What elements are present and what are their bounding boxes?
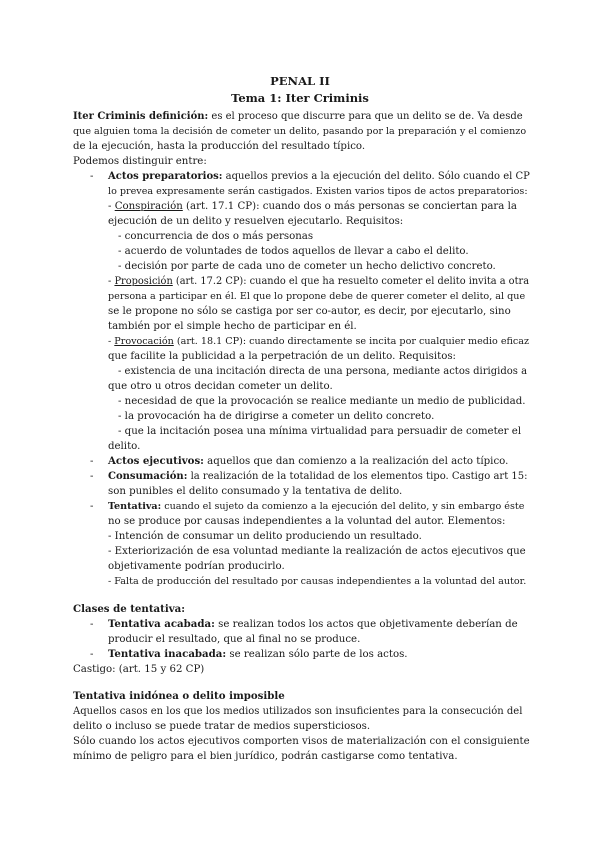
consumacion-line: son punibles el delito consumado y la tentativa de delito. xyxy=(108,486,403,497)
proposicion-line: también por el simple hecho de participar en él. xyxy=(108,321,357,332)
requisito: - que la incitación posea una mínima virtualidad para persuadir de cometer el xyxy=(118,426,522,437)
requisito: - la provocación ha de dirigirse a cometer un delito concreto. xyxy=(118,411,435,422)
proposicion: - Proposición (art. 17.2 CP): cuando el que ha resuelto cometer el delito invita a otra xyxy=(108,276,530,287)
inidonea-line: mínimo de peligro para el bien jurídico, podrán castigarse como tentativa. xyxy=(73,751,458,762)
conspiracion: - Conspiración (art. 17.1 CP): cuando dos o más personas se conciertan para la xyxy=(108,201,517,212)
intro-line: Podemos distinguir entre: xyxy=(73,156,207,167)
requisito: - existencia de una incitación directa de una persona, mediante actos dirigidos a xyxy=(118,366,528,377)
bullet-dash: - xyxy=(90,619,94,630)
intro-line: que alguien toma la decisión de cometer un delito, pasando por la preparación y el comienzo xyxy=(73,126,527,137)
tentativa-inacabada: Tentativa inacabada: se realizan sólo parte de los actos. xyxy=(108,648,408,660)
requisito: - concurrencia de dos o más personas xyxy=(118,231,314,242)
castigo: Castigo: (art. 15 y 62 CP) xyxy=(73,664,205,675)
proposicion-line: persona a participar en él. El que lo propone debe de querer cometer el delito, al que xyxy=(108,291,526,302)
tentativa-elemento: - Falta de producción del resultado por causas independientes a la voluntad del autor. xyxy=(108,576,527,587)
intro-line: de la ejecución, hasta la producción del resultado típico. xyxy=(73,141,366,152)
bullet-dash: - xyxy=(90,456,94,467)
requisito: - acuerdo de voluntades de todos aquellos de llevar a cabo el delito. xyxy=(118,246,469,257)
inidonea-line: Sólo cuando los actos ejecutivos comporten visos de materialización con el consiguiente xyxy=(73,736,530,747)
tentativa-elemento: - Exteriorización de esa voluntad mediante la realización de actos ejecutivos que xyxy=(108,546,526,557)
actos-ejecutivos: Actos ejecutivos: aquellos que dan comienzo a la realización del acto típico. xyxy=(108,455,509,467)
provocacion: - Provocación (art. 18.1 CP): cuando directamente se incita por cualquier medio eficaz xyxy=(108,336,530,347)
clases-heading: Clases de tentativa: xyxy=(73,603,185,615)
provocacion-line: que facilite la publicidad a la perpetración de un delito. Requisitos: xyxy=(108,351,456,362)
tentativa-acabada-line: producir el resultado, que al final no se produce. xyxy=(108,634,361,645)
actos-preparatorios-line: lo prevea expresamente serán castigados. Existen varios tipos de actos preparatorios: xyxy=(108,186,528,197)
requisito: - decisión por parte de cada uno de cometer un hecho delictivo concreto. xyxy=(118,261,496,272)
requisito: - necesidad de que la provocación se realice mediante un medio de publicidad. xyxy=(118,396,526,407)
document-subtitle: Tema 1: Iter Criminis xyxy=(231,91,369,105)
tentativa: Tentativa: cuando el sujeto da comienzo a la ejecución del delito, y sin embargo éste xyxy=(108,501,525,512)
inidonea-line: Aquellos casos en los que los medios utilizados son insuficientes para la consecución del xyxy=(73,706,523,717)
tentativa-line: no se produce por causas independientes a la voluntad del autor. Elementos: xyxy=(108,516,506,527)
conspiracion-line: ejecución de un delito y resuelven ejecutarlo. Requisitos: xyxy=(108,216,404,227)
tentativa-acabada: Tentativa acabada: se realizan todos los actos que objetivamente deberían de xyxy=(108,618,518,630)
actos-preparatorios: Actos preparatorios: aquellos previos a la ejecución del delito. Sólo cuando el CP xyxy=(108,171,530,182)
requisito: que otro u otros decidan cometer un delito. xyxy=(108,381,333,392)
proposicion-line: se le propone no sólo se castiga por ser co-autor, es decir, por ejecutarlo, sino xyxy=(108,306,511,317)
intro-definition: Iter Criminis definición: es el proceso que discurre para que un delito se de. Va desde xyxy=(73,111,523,122)
bullet-dash: - xyxy=(90,171,94,182)
consumacion: Consumación: la realización de la totalidad de los elementos tipo. Castigo art 15: xyxy=(108,471,528,482)
bullet-dash: - xyxy=(90,501,94,512)
inidonea-heading: Tentativa inidónea o delito imposible xyxy=(73,690,285,702)
bullet-dash: - xyxy=(90,649,94,660)
tentativa-elemento: - Intención de consumar un delito produciendo un resultado. xyxy=(108,531,422,542)
tentativa-elemento: objetivamente podrían producirlo. xyxy=(108,561,285,572)
inidonea-line: delito o incluso se puede tratar de medios supersticiosos. xyxy=(73,721,371,732)
bullet-dash: - xyxy=(90,471,94,482)
document-title: PENAL II xyxy=(270,74,330,88)
requisito: delito. xyxy=(108,441,141,452)
